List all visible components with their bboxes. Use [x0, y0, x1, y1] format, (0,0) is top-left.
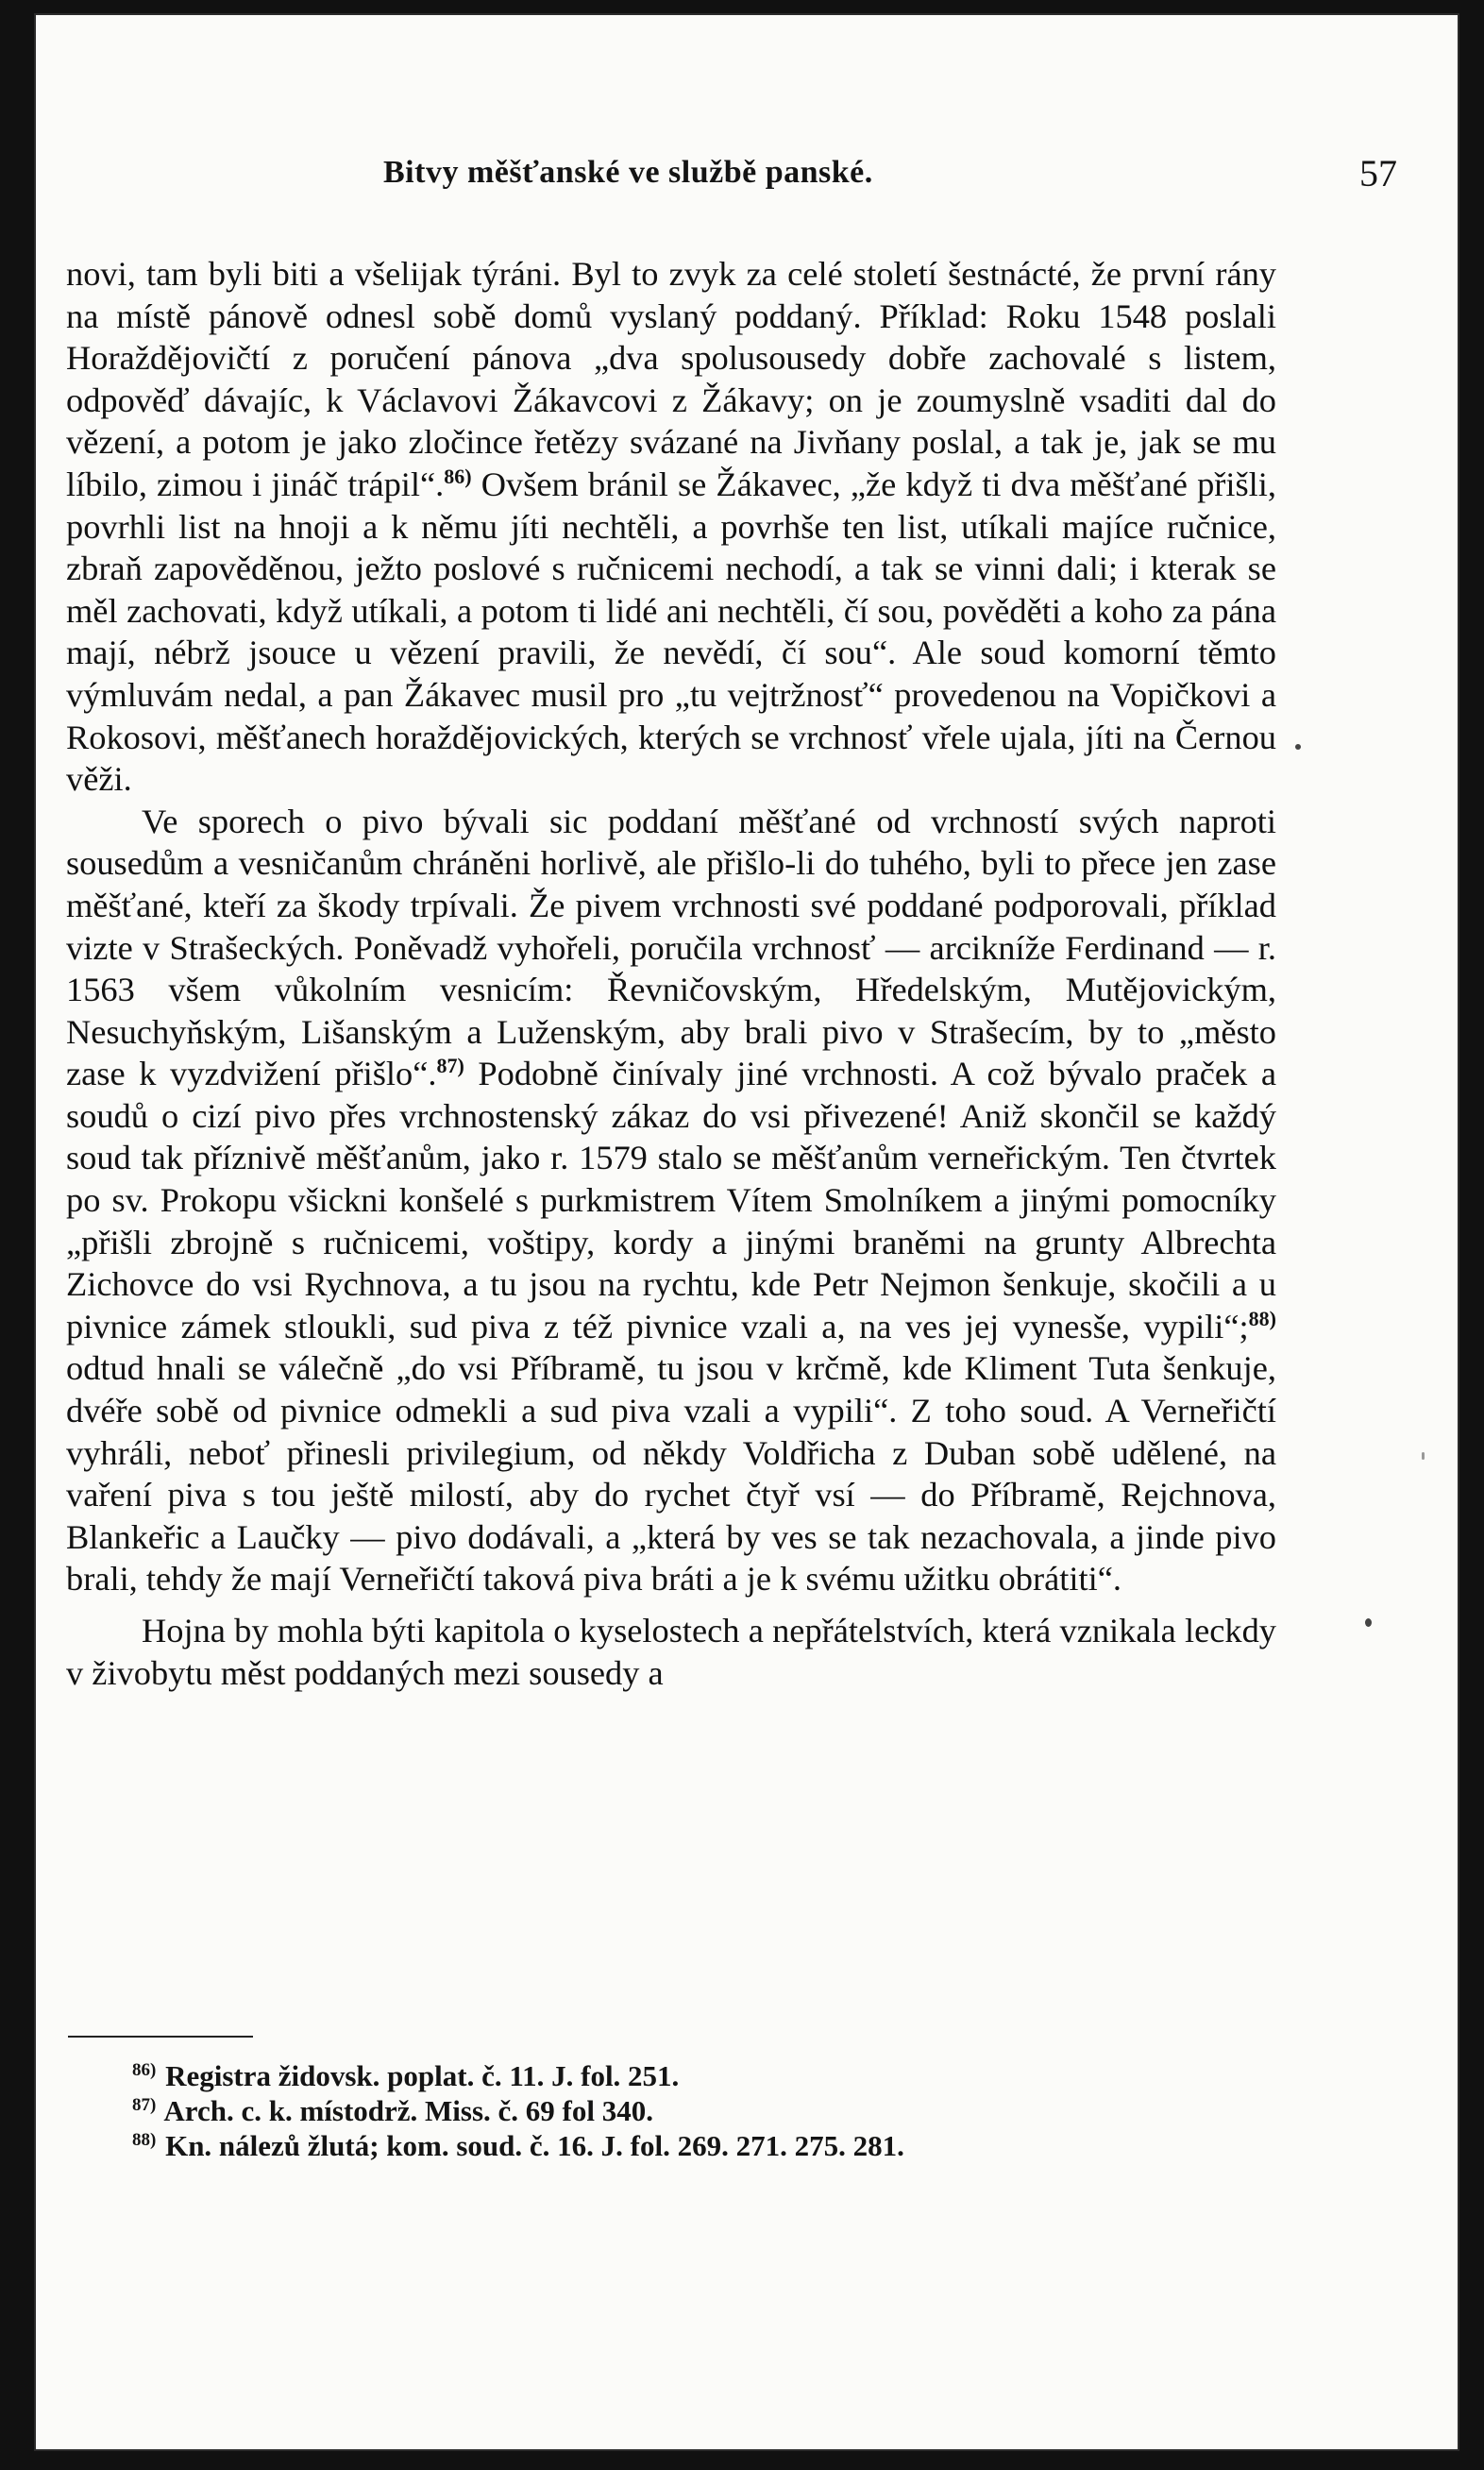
running-head	[34, 145, 1459, 211]
footnote-text: Registra židovsk. poplat. č. 11. J. fol. 251.	[165, 2059, 680, 2092]
footnote-text: Kn. nálezů žlutá; kom. soud. č. 16. J. fol. 269. 271. 275. 281.	[165, 2129, 904, 2162]
paragraph-1-text-a: novi, tam byli biti a všelijak týráni. Byl to zvyk za celé století šestnácté, že první rány na místě pánově odnesl sobě domů vyslaný poddaný. Příklad: Roku 1548 poslali Horaždějovičtí z poručení pánova „dva spolusousedy dobře zachovalé s listem, odpověď dávajíc, k Václavovi Žákavcovi z Žákavy; on je zoumyslně vsaditi dal do vězení, a potom je jako zločince řetězy svázané na Jivňany poslal, a tak je, jak se mu líbilo, zimou i jináč trápil“.	[66, 255, 1276, 503]
paragraph-1	[66, 253, 1276, 801]
footnote-divider	[68, 2036, 253, 2038]
paragraph-3-text: Hojna by mohla býti kapitola o kyselostech a nepřátelstvích, která vznikala leckdy v živobytu měst poddaných mezi sousedy a	[66, 1612, 1276, 1692]
footnote-text: Arch. c. k. místodrž. Miss. č. 69 fol 340.	[163, 2094, 653, 2127]
body-text	[66, 253, 1276, 1694]
paragraph-3	[66, 1610, 1276, 1694]
paragraph-1-text-b: Ovšem bránil se Žákavec, „že když ti dva měšťané přišli, povrhli list na hnoji a k němu jíti nechtěli, a povrhše ten list, utíkali majíce ručnice, zbraň zapověděnou, ježto poslové s ručnicemi nechodí, a tak se vinni dali; i kterak se měl zachovati, když utíkali, a potom ti lidé ani nechtěli, čí sou, pověděti a koho za pána mají, nébrž jsouce u vězení pravili, že nevědí, čí sou“. Ale soud komorní těmto výmluvám nedal, a pan Žákavec musil pro „tu vejtržnosť“ provedenou na Vopičkovi a Rokosovi, měšťanech horaždějovických, kterých se vrchnosť vřele ujala, jíti na Černou věži.	[66, 465, 1276, 799]
paragraph-2-text-c: odtud hnali se válečně „do vsi Příbramě, tu jsou v krčmě, kde Kliment Tuta šenkuje, dvéře sobě od pivnice odmekli a sud piva vzali a vypili“. Z toho soud. A Verneřičtí vyhráli, neboť přinesli privilegium, od někdy Voldřicha z Duban sobě udělené, na vaření piva s tou ještě milostí, aby do rychet čtyř vsí — do Příbramě, Rejchnova, Blankeřic a Laučky — pivo dodávali, a „která by ves se tak nezachovala, a jinde pivo brali, tehdy že mají Verneřičtí taková piva bráti a je k svému užitku obrátiti“.	[66, 1349, 1276, 1599]
running-title: Bitvy měšťanské ve službě panské.	[383, 155, 873, 190]
scan-speck	[1422, 1452, 1425, 1460]
footnote-mark: 86)	[132, 2059, 157, 2080]
footnote-mark: 88)	[132, 2129, 157, 2150]
book-page	[34, 13, 1459, 2451]
page-number: 57	[1359, 152, 1397, 195]
footnote-88	[132, 2128, 1265, 2163]
footnote-ref-88: 88)	[1248, 1306, 1276, 1330]
footnote-86	[132, 2058, 1265, 2093]
paragraph-2-text-a: Ve sporech o pivo bývali sic poddaní měšťané od vrchností svých naproti sousedům a vesničanům chráněni horlivě, ale přišlo-li do tuhého, byli to přece jen zase měšťané, kteří za škody trpívali. Že pivem vrchnosti své poddané podporovali, příklad vizte v Strašeckých. Poněvadž vyhořeli, poručila vrchnosť — arcikníže Ferdinand — r. 1563 všem vůkolním vesnicím: Řevničovským, Hředelským, Mutějovickým, Nesuchyňským, Lišanským a Luženským, aby brali pivo v Strašecím, by to „město zase k vyzdvižení přišlo“.	[66, 802, 1276, 1093]
paragraph-2-text-b: Podobně činívaly jiné vrchnosti. A což bývalo praček a soudů o cizí pivo přes vrchnostenský zákaz do vsi přivezené! Aniž skončil se každý soud tak příznivě měšťanům, jako r. 1579 stalo se měšťanům verneřickým. Ten čtvrtek po sv. Prokopu všickni konšelé s purkmistrem Vítem Smolníkem a jinými pomocníky „přišli zbrojně s ručnicemi, voštipy, kordy a jinými braněmi na grunty Albrechta Zichovce do vsi Rychnova, a tu jsou na rychtu, kde Petr Nejmon šenkuje, skočili a u pivnice zámek stloukli, sud piva z též pivnice vzali a, na ves jej vynesše, vypili“;	[66, 1055, 1276, 1345]
footnotes	[132, 2058, 1265, 2163]
footnote-ref-87: 87)	[436, 1054, 464, 1078]
paragraph-2	[66, 801, 1276, 1600]
footnote-mark: 87)	[132, 2094, 157, 2115]
scan-speck	[1365, 1618, 1372, 1627]
footnote-ref-86: 86)	[444, 464, 472, 488]
footnote-87	[132, 2093, 1265, 2128]
scan-speck	[1295, 744, 1301, 750]
